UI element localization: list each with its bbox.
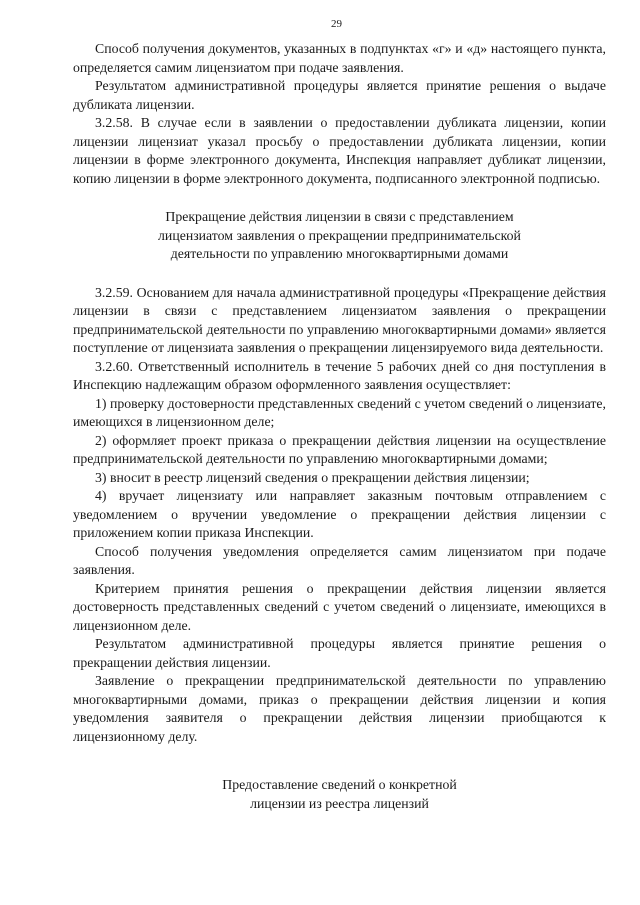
paragraph-3-2-60: 3.2.60. Ответственный исполнитель в течение 5 рабочих дней со дня поступления в Инспекцию надлежащим образом оформленного заявления осуществляет: (73, 358, 606, 392)
heading-line: лицензиатом заявления о прекращении предпринимательской (158, 227, 521, 243)
heading-line: Прекращение действия лицензии в связи с представлением (165, 209, 514, 224)
paragraph-decision-criterion: Критерием принятия решения о прекращении действия лицензии является достоверность представленных сведений с учетом сведений о лицензиате, имеющихся в лицензионном деле. (73, 580, 606, 633)
heading-line: деятельности по управлению многоквартирными домами (170, 246, 509, 261)
list-item-4: 4) вручает лицензиату или направляет заказным почтовым отправлением с уведомлением о вручении уведомление о прекращении действия лицензии с приложением копии приказа Инспекции. (73, 488, 606, 540)
paragraph-3-2-59: 3.2.59. Основанием для начала административной процедуры «Прекращение действия лицензии в связи с представлением лицензиатом заявления о прекращении предпринимательской деятельности по управлению многоквартирными домами» является поступление от лицензиата заявления о прекращении лицензируемого вида деятельности. (73, 284, 606, 355)
section-heading-termination (73, 208, 606, 264)
heading-line: Предоставление сведений о конкретной (222, 777, 457, 792)
paragraph-notification-method: Способ получения уведомления определяется самим лицензиатом при подаче заявления. (73, 543, 606, 577)
page-number: 29 (331, 18, 342, 30)
paragraph-3-2-58: 3.2.58. В случае если в заявлении о предоставлении дубликата лицензии, копии лицензии лицензиат указал просьбу о предоставлении дубликата лицензии, копии лицензии в форме электронного документа, Инспекция направляет дубликат лицензии, копию лицензии в форме электронного документа, подписанного электронной подписью. (73, 115, 606, 186)
paragraph-termination-result: Результатом административной процедуры является принятие решения о прекращении действия лицензии. (73, 636, 606, 670)
list-item-2: 2) оформляет проект приказа о прекращении действия лицензии на осуществление предпринимательской деятельности по управлению многоквартирными домами; (73, 432, 606, 466)
paragraph-case-file: Заявление о прекращении предпринимательской деятельности по управлению многоквартирными домами, приказ о прекращении действия лицензии и копия уведомления заявителя о прекращении действия лицензии приобщаются к лицензионному делу. (73, 673, 606, 744)
paragraph-duplicate-result: Результатом административной процедуры является принятие решения о выдаче дубликата лицензии. (73, 78, 606, 112)
heading-line: лицензии из реестра лицензий (250, 795, 429, 811)
list-item-3: 3) вносит в реестр лицензий сведения о прекращении действия лицензии; (95, 469, 530, 485)
section-heading-registry-info (73, 776, 606, 813)
paragraph-document-method: Способ получения документов, указанных в подпунктах «г» и «д» настоящего пункта, определяется самим лицензиатом при подаче заявления. (73, 41, 606, 75)
list-item-1: 1) проверку достоверности представленных сведений с учетом сведений о лицензиате, имеющихся в лицензионном деле; (73, 395, 606, 429)
